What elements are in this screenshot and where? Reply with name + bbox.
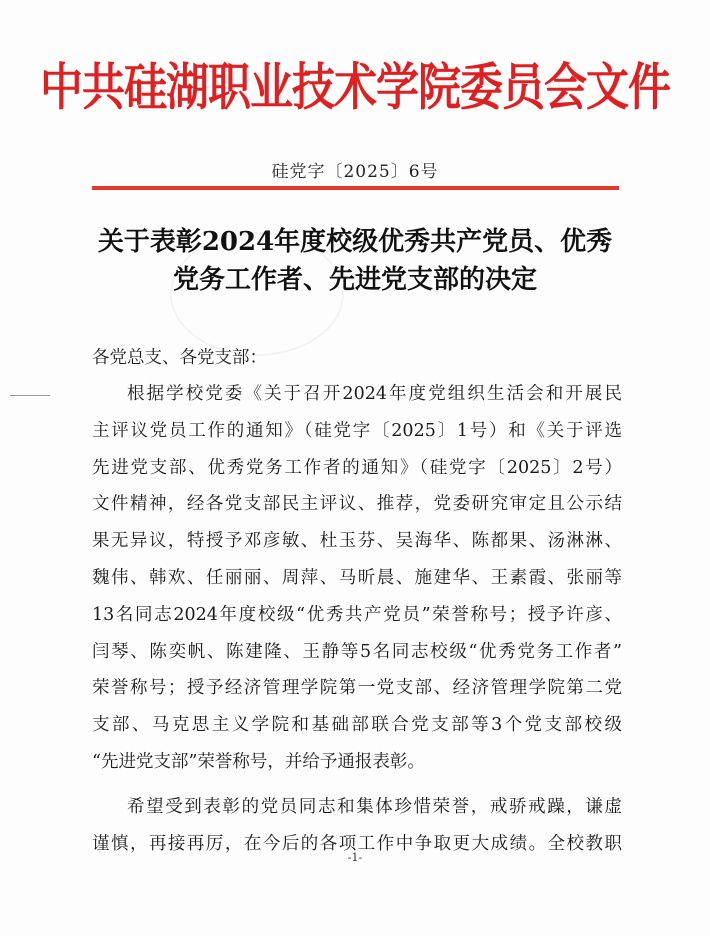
paragraph-line: 果无异议，特授予邓彦敏、杜玉芬、吴海华、陈都果、汤淋淋、 [92, 531, 622, 552]
paragraph-line: 支部、马克思主义学院和基础部联合党支部等3个党支部校级 [92, 715, 622, 736]
paragraph-1 [92, 376, 622, 781]
document-title [60, 223, 650, 299]
red-divider-line [92, 186, 619, 190]
title-line-1: 关于表彰2024年度校级优秀共产党员、优秀 [97, 227, 613, 257]
paragraph-line: 主评议党员工作的通知》（硅党字〔2025〕1号）和《关于评选 [92, 420, 622, 441]
paragraph-line: 荣誉称号；授予经济管理学院第一党支部、经济管理学院第二党 [92, 678, 622, 699]
paragraph-line: 先进党支部、优秀党务工作者的通知》（硅党字〔2025〕2号） [92, 457, 622, 478]
paragraph-line: 13名同志2024年度校级“优秀共产党员”荣誉称号；授予许彦、 [92, 604, 622, 625]
paragraph-line: 闫琴、陈奕帆、陈建隆、王静等5名同志校级“优秀党务工作者” [92, 641, 622, 662]
paragraph-line: 文件精神，经各党支部民主评议、推荐，党委研究审定且公示结 [92, 494, 622, 515]
paragraph-line: 谨慎，再接再厉，在今后的各项工作中争取更大成绩。全校教职 [92, 833, 622, 854]
paragraph-line: 根据学校党委《关于召开2024年度党组织生活会和开展民 [127, 384, 622, 404]
page-number: -1- [347, 851, 363, 864]
title-line-2: 党务工作者、先进党支部的决定 [172, 265, 537, 295]
paragraph-line: 希望受到表彰的党员同志和集体珍惜荣誉，戒骄戒躁，谦虚 [127, 796, 622, 817]
document-body [92, 340, 622, 862]
document-number: 硅党字〔2025〕6号 [271, 162, 439, 182]
scan-artifact [10, 395, 50, 396]
paragraph-line: 魏伟、韩欢、任丽丽、周萍、马昕晨、施建华、王素霞、张丽等 [92, 567, 622, 588]
issuer-header: 中共硅湖职业技术学院委员会文件 [40, 58, 670, 118]
paragraph-line: “先进党支部”荣誉称号，并给予通报表彰。 [92, 751, 425, 772]
salutation: 各党总支、各党支部： [92, 348, 267, 368]
